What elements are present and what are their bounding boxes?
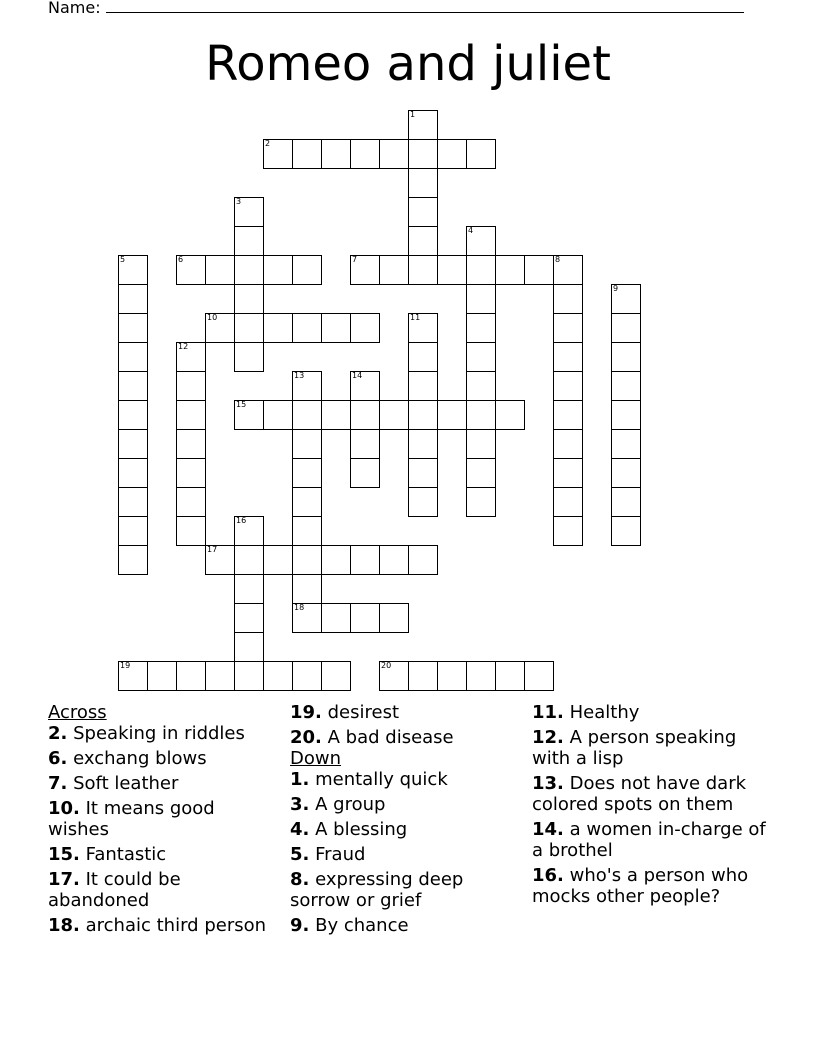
grid-cell[interactable]: [553, 487, 583, 517]
clue-number: 8: [555, 255, 561, 264]
grid-cell[interactable]: [437, 400, 467, 430]
clue-item-text: exchang blows: [73, 748, 207, 769]
grid-cell[interactable]: [611, 516, 641, 546]
grid-cell[interactable]: [350, 429, 380, 459]
grid-cell[interactable]: [466, 139, 496, 169]
grid-cell[interactable]: [263, 400, 293, 430]
clue-item: [290, 819, 522, 840]
grid-cell[interactable]: [379, 603, 409, 633]
grid-cell[interactable]: [118, 284, 148, 314]
grid-cell[interactable]: [408, 226, 438, 256]
grid-cell[interactable]: [379, 545, 409, 575]
grid-cell[interactable]: [176, 255, 206, 285]
grid-cell[interactable]: [379, 661, 409, 691]
grid-cell[interactable]: [611, 429, 641, 459]
clue-item-text: A blessing: [315, 819, 408, 840]
grid-cell[interactable]: [611, 487, 641, 517]
grid-cell[interactable]: [234, 284, 264, 314]
clue-item-number: 2.: [48, 723, 68, 744]
clue-item-text: A person speaking with a lisp: [532, 727, 737, 769]
grid-cell[interactable]: [553, 458, 583, 488]
clue-number: 13: [294, 371, 305, 380]
clue-item-text: Healthy: [569, 702, 640, 723]
clue-item-number: 8.: [290, 869, 310, 890]
clue-item: [48, 844, 280, 865]
clue-item-number: 1.: [290, 769, 310, 790]
grid-cell[interactable]: [408, 197, 438, 227]
clue-number: 10: [207, 313, 218, 322]
grid-cell[interactable]: [350, 313, 380, 343]
grid-cell[interactable]: [234, 400, 264, 430]
grid-cell[interactable]: [263, 139, 293, 169]
clue-item-number: 10.: [48, 798, 80, 819]
grid-cell[interactable]: [292, 574, 322, 604]
name-field[interactable]: [48, 0, 744, 17]
grid-cell[interactable]: [408, 371, 438, 401]
grid-cell[interactable]: [466, 400, 496, 430]
grid-cell[interactable]: [611, 342, 641, 372]
grid-cell[interactable]: [234, 574, 264, 604]
grid-cell[interactable]: [321, 603, 351, 633]
grid-cell[interactable]: [118, 429, 148, 459]
grid-cell[interactable]: [379, 400, 409, 430]
clue-item: [532, 819, 772, 861]
across-heading: Across: [48, 702, 107, 723]
clue-item: [48, 915, 280, 936]
clue-item: [48, 798, 280, 840]
clue-item-text: It could be abandoned: [48, 869, 181, 911]
clue-item-text: mentally quick: [315, 769, 448, 790]
grid-cell[interactable]: [466, 284, 496, 314]
grid-cell[interactable]: [611, 284, 641, 314]
grid-cell[interactable]: [292, 255, 322, 285]
clue-item: [532, 727, 772, 769]
grid-cell[interactable]: [205, 545, 235, 575]
grid-cell[interactable]: [321, 400, 351, 430]
grid-cell[interactable]: [321, 545, 351, 575]
down-heading: Down: [290, 748, 342, 769]
clue-item: [532, 773, 772, 815]
grid-cell[interactable]: [553, 255, 583, 285]
clue-number: 19: [120, 661, 131, 670]
clue-item-number: 9.: [290, 915, 310, 936]
grid-cell[interactable]: [292, 661, 322, 691]
grid-cell[interactable]: [350, 255, 380, 285]
grid-cell[interactable]: [495, 255, 525, 285]
clue-item-number: 11.: [532, 702, 564, 723]
clue-item: [48, 773, 280, 794]
grid-cell[interactable]: [321, 139, 351, 169]
clue-item-number: 15.: [48, 844, 80, 865]
grid-cell[interactable]: [176, 487, 206, 517]
grid-cell[interactable]: [350, 458, 380, 488]
clue-item-text: It means good wishes: [48, 798, 215, 840]
grid-cell[interactable]: [292, 371, 322, 401]
clue-item: [290, 869, 522, 911]
grid-cell[interactable]: [292, 139, 322, 169]
clues-column-3: [532, 702, 772, 907]
grid-cell[interactable]: [408, 400, 438, 430]
grid-cell[interactable]: [118, 458, 148, 488]
grid-cell[interactable]: [118, 400, 148, 430]
grid-cell[interactable]: [147, 661, 177, 691]
clue-number: 3: [236, 197, 242, 206]
clue-item-number: 3.: [290, 794, 310, 815]
clue-item-number: 5.: [290, 844, 310, 865]
clue-item-number: 12.: [532, 727, 564, 748]
grid-cell[interactable]: [205, 661, 235, 691]
grid-cell[interactable]: [553, 313, 583, 343]
clue-item: [532, 702, 772, 723]
clue-item-number: 20.: [290, 727, 322, 748]
grid-cell[interactable]: [234, 661, 264, 691]
grid-cell[interactable]: [234, 197, 264, 227]
grid-cell[interactable]: [611, 458, 641, 488]
clue-item: [290, 844, 522, 865]
clue-item-number: 19.: [290, 702, 322, 723]
clue-item-text: a women in-charge of a brothel: [532, 819, 766, 861]
grid-cell[interactable]: [234, 342, 264, 372]
clue-number: 9: [613, 284, 619, 293]
clue-number: 4: [468, 226, 474, 235]
grid-cell[interactable]: [205, 313, 235, 343]
grid-cell[interactable]: [379, 139, 409, 169]
grid-cell[interactable]: [292, 545, 322, 575]
clue-item-text: Does not have dark colored spots on them: [532, 773, 747, 815]
grid-cell[interactable]: [611, 400, 641, 430]
clue-number: 1: [410, 110, 416, 119]
clue-item: [532, 865, 772, 907]
grid-cell[interactable]: [234, 603, 264, 633]
grid-cell[interactable]: [437, 255, 467, 285]
clue-number: 20: [381, 661, 392, 670]
clue-item-text: expressing deep sorrow or grief: [290, 869, 464, 911]
grid-cell[interactable]: [466, 255, 496, 285]
clue-item-text: By chance: [315, 915, 409, 936]
grid-cell[interactable]: [350, 603, 380, 633]
grid-cell[interactable]: [234, 255, 264, 285]
grid-cell[interactable]: [408, 313, 438, 343]
grid-cell[interactable]: [350, 400, 380, 430]
grid-cell[interactable]: [553, 400, 583, 430]
grid-cell[interactable]: [321, 313, 351, 343]
grid-cell[interactable]: [234, 545, 264, 575]
grid-cell[interactable]: [292, 487, 322, 517]
grid-cell[interactable]: [292, 313, 322, 343]
grid-cell[interactable]: [553, 284, 583, 314]
clue-item-text: Fantastic: [85, 844, 167, 865]
grid-cell[interactable]: [176, 429, 206, 459]
grid-cell[interactable]: [524, 255, 554, 285]
clue-item-number: 7.: [48, 773, 68, 794]
clue-item-text: Fraud: [315, 844, 366, 865]
grid-cell[interactable]: [611, 313, 641, 343]
grid-cell[interactable]: [611, 371, 641, 401]
grid-cell[interactable]: [176, 371, 206, 401]
grid-cell[interactable]: [408, 255, 438, 285]
grid-cell[interactable]: [466, 487, 496, 517]
clue-item-text: desirest: [327, 702, 400, 723]
clue-number: 5: [120, 255, 126, 264]
grid-cell[interactable]: [176, 458, 206, 488]
grid-cell[interactable]: [234, 516, 264, 546]
grid-cell[interactable]: [408, 139, 438, 169]
clue-item-text: A group: [315, 794, 386, 815]
grid-cell[interactable]: [263, 255, 293, 285]
clue-item: [48, 748, 280, 769]
grid-cell[interactable]: [408, 429, 438, 459]
grid-cell[interactable]: [292, 516, 322, 546]
grid-cell[interactable]: [466, 661, 496, 691]
clue-item: [48, 723, 280, 744]
grid-cell[interactable]: [118, 516, 148, 546]
grid-cell[interactable]: [495, 400, 525, 430]
grid-cell[interactable]: [176, 400, 206, 430]
grid-cell[interactable]: [176, 516, 206, 546]
grid-cell[interactable]: [408, 458, 438, 488]
grid-cell[interactable]: [176, 661, 206, 691]
grid-cell[interactable]: [234, 226, 264, 256]
clue-number: 18: [294, 603, 305, 612]
clue-item-text: A bad disease: [327, 727, 454, 748]
grid-cell[interactable]: [495, 661, 525, 691]
clue-item-number: 17.: [48, 869, 80, 890]
grid-cell[interactable]: [292, 400, 322, 430]
grid-cell[interactable]: [553, 516, 583, 546]
clue-item-text: archaic third person: [85, 915, 267, 936]
clue-item-number: 14.: [532, 819, 564, 840]
grid-cell[interactable]: [234, 313, 264, 343]
grid-cell[interactable]: [408, 110, 438, 140]
grid-cell[interactable]: [408, 342, 438, 372]
clue-item: [290, 915, 522, 936]
clue-item-number: 16.: [532, 865, 564, 886]
name-label: Name:: [48, 0, 101, 17]
page-title: Romeo and juliet: [205, 36, 611, 92]
grid-cell[interactable]: [350, 371, 380, 401]
grid-cell[interactable]: [350, 139, 380, 169]
grid-cell[interactable]: [466, 342, 496, 372]
grid-cell[interactable]: [466, 226, 496, 256]
grid-cell[interactable]: [350, 545, 380, 575]
clue-item-text: Speaking in riddles: [73, 723, 245, 744]
grid-cell[interactable]: [466, 313, 496, 343]
clue-item: [290, 794, 522, 815]
grid-cell[interactable]: [118, 487, 148, 517]
grid-cell[interactable]: [408, 545, 438, 575]
clue-item: [290, 769, 522, 790]
clue-item: [290, 702, 522, 723]
clue-number: 11: [410, 313, 421, 322]
clue-item-number: 13.: [532, 773, 564, 794]
grid-cell[interactable]: [466, 458, 496, 488]
clue-number: 7: [352, 255, 358, 264]
grid-cell[interactable]: [263, 661, 293, 691]
grid-cell[interactable]: [408, 487, 438, 517]
grid-cell[interactable]: [292, 603, 322, 633]
clue-item-text: Soft leather: [73, 773, 179, 794]
grid-cell[interactable]: [205, 255, 235, 285]
grid-cell[interactable]: [379, 255, 409, 285]
clue-number: 15: [236, 400, 247, 409]
grid-cell[interactable]: [263, 545, 293, 575]
grid-cell[interactable]: [118, 313, 148, 343]
grid-cell[interactable]: [118, 342, 148, 372]
clue-number: 6: [178, 255, 184, 264]
clue-item-number: 4.: [290, 819, 310, 840]
grid-cell[interactable]: [118, 255, 148, 285]
grid-cell[interactable]: [437, 661, 467, 691]
grid-cell[interactable]: [321, 661, 351, 691]
grid-cell[interactable]: [118, 371, 148, 401]
clues-column-2: [290, 702, 522, 936]
grid-cell[interactable]: [234, 632, 264, 662]
grid-cell[interactable]: [553, 429, 583, 459]
grid-cell[interactable]: [408, 168, 438, 198]
clue-item: [290, 727, 522, 748]
grid-cell[interactable]: [408, 661, 438, 691]
clue-number: 17: [207, 545, 218, 554]
grid-cell[interactable]: [263, 313, 293, 343]
grid-cell[interactable]: [176, 342, 206, 372]
clue-number: 16: [236, 516, 247, 525]
clue-number: 14: [352, 371, 363, 380]
grid-cell[interactable]: [118, 545, 148, 575]
grid-cell[interactable]: [292, 458, 322, 488]
clue-number: 2: [265, 139, 271, 148]
grid-cell[interactable]: [437, 139, 467, 169]
clue-item: [48, 869, 280, 911]
grid-cell[interactable]: [524, 661, 554, 691]
grid-cell[interactable]: [292, 429, 322, 459]
grid-cell[interactable]: [553, 371, 583, 401]
grid-cell[interactable]: [466, 371, 496, 401]
name-underline[interactable]: [106, 0, 744, 13]
clue-item-number: 6.: [48, 748, 68, 769]
clue-item-number: 18.: [48, 915, 80, 936]
grid-cell[interactable]: [118, 661, 148, 691]
grid-cell[interactable]: [553, 342, 583, 372]
clue-number: 12: [178, 342, 189, 351]
clue-item-text: who's a person who mocks other people?: [532, 865, 749, 907]
clues-column-1: [48, 702, 280, 936]
grid-cell[interactable]: [466, 429, 496, 459]
